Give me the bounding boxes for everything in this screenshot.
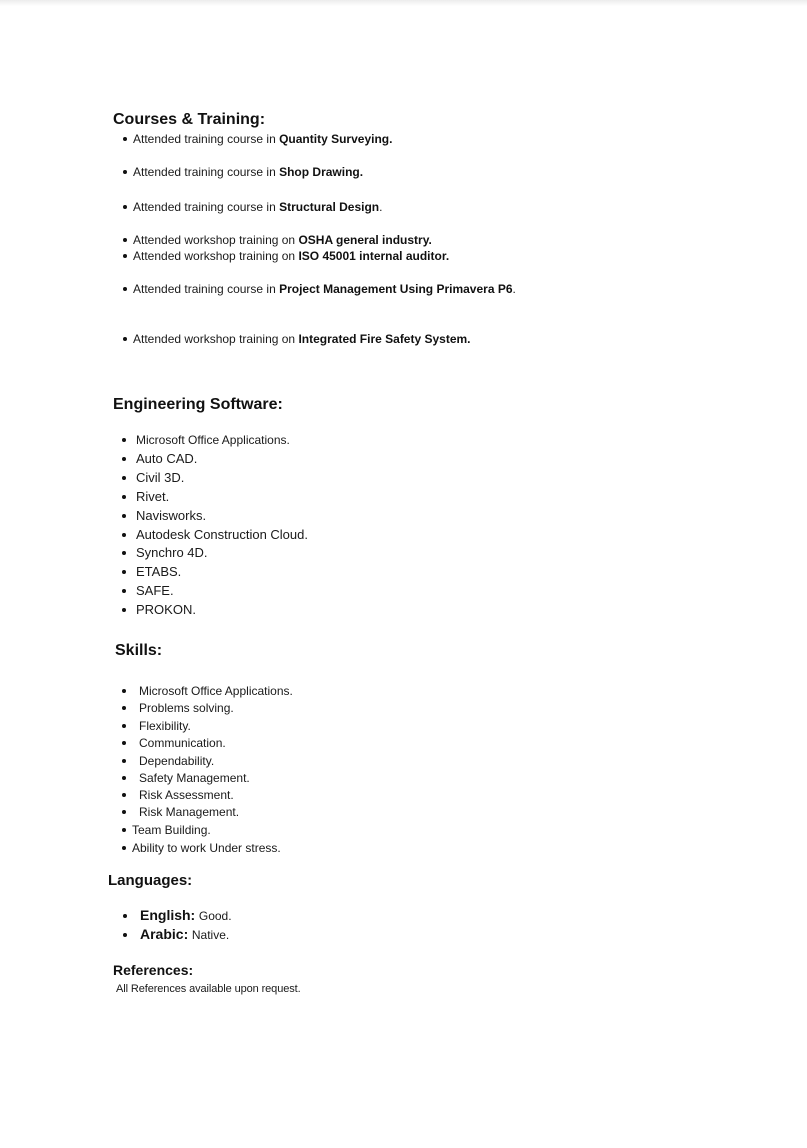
skill-item: Flexibility. bbox=[122, 720, 191, 732]
software-item: SAFE. bbox=[122, 584, 174, 597]
software-item: Rivet. bbox=[122, 490, 169, 503]
bullet-icon bbox=[122, 793, 126, 797]
course-item: Attended workshop training on OSHA general industry. bbox=[123, 234, 432, 246]
bullet-icon bbox=[122, 476, 126, 480]
languages-heading: Languages: bbox=[108, 872, 193, 889]
software-item: Auto CAD. bbox=[122, 452, 197, 465]
bullet-icon bbox=[122, 570, 126, 574]
bullet-icon bbox=[122, 589, 126, 593]
course-item: Attended training course in Shop Drawing. bbox=[123, 166, 363, 178]
bullet-icon bbox=[122, 759, 126, 763]
skill-item: Risk Management. bbox=[122, 806, 239, 818]
bullet-icon bbox=[122, 495, 126, 499]
skill-item: Microsoft Office Applications. bbox=[122, 685, 293, 697]
page-top-edge bbox=[0, 0, 807, 6]
bullet-icon bbox=[122, 457, 126, 461]
bullet-icon bbox=[122, 533, 126, 537]
bullet-icon bbox=[123, 137, 127, 141]
bullet-icon bbox=[122, 724, 126, 728]
software-heading: Engineering Software: bbox=[113, 396, 283, 413]
skill-item: Risk Assessment. bbox=[122, 789, 234, 801]
bullet-icon bbox=[122, 828, 126, 832]
bullet-icon bbox=[123, 914, 127, 918]
bullet-icon bbox=[122, 514, 126, 518]
language-item: Arabic: Native. bbox=[123, 927, 229, 941]
software-item: Autodesk Construction Cloud. bbox=[122, 528, 308, 541]
bullet-icon bbox=[122, 810, 126, 814]
software-item: Civil 3D. bbox=[122, 471, 184, 484]
skill-item: Ability to work Under stress. bbox=[122, 842, 281, 854]
references-text: All References available upon request. bbox=[116, 983, 301, 995]
bullet-icon bbox=[123, 238, 127, 242]
software-item: Synchro 4D. bbox=[122, 546, 208, 559]
bullet-icon bbox=[123, 205, 127, 209]
bullet-icon bbox=[122, 551, 126, 555]
skill-item: Safety Management. bbox=[122, 772, 250, 784]
bullet-icon bbox=[122, 741, 126, 745]
courses-heading: Courses & Training: bbox=[113, 111, 266, 128]
bullet-icon bbox=[122, 846, 126, 850]
course-item: Attended training course in Quantity Surveying. bbox=[123, 133, 392, 145]
bullet-icon bbox=[122, 438, 126, 442]
course-item: Attended workshop training on Integrated Fire Safety System. bbox=[123, 333, 471, 345]
software-item: Navisworks. bbox=[122, 509, 206, 522]
references-heading: References: bbox=[113, 962, 194, 978]
skill-item: Team Building. bbox=[122, 824, 211, 836]
course-item: Attended workshop training on ISO 45001 internal auditor. bbox=[123, 250, 449, 262]
bullet-icon bbox=[123, 170, 127, 174]
bullet-icon bbox=[122, 706, 126, 710]
software-item: Microsoft Office Applications. bbox=[122, 434, 290, 446]
skill-item: Problems solving. bbox=[122, 702, 234, 714]
skills-heading: Skills: bbox=[115, 642, 163, 659]
bullet-icon bbox=[122, 776, 126, 780]
bullet-icon bbox=[123, 337, 127, 341]
software-item: ETABS. bbox=[122, 565, 181, 578]
skill-item: Dependability. bbox=[122, 755, 214, 767]
skill-item: Communication. bbox=[122, 737, 226, 749]
language-item: English: Good. bbox=[123, 908, 232, 922]
bullet-icon bbox=[122, 689, 126, 693]
bullet-icon bbox=[123, 254, 127, 258]
bullet-icon bbox=[123, 287, 127, 291]
course-item: Attended training course in Structural Design. bbox=[123, 201, 382, 213]
software-item: PROKON. bbox=[122, 603, 196, 616]
bullet-icon bbox=[123, 933, 127, 937]
course-item: Attended training course in Project Management Using Primavera P6. bbox=[123, 283, 516, 295]
bullet-icon bbox=[122, 608, 126, 612]
